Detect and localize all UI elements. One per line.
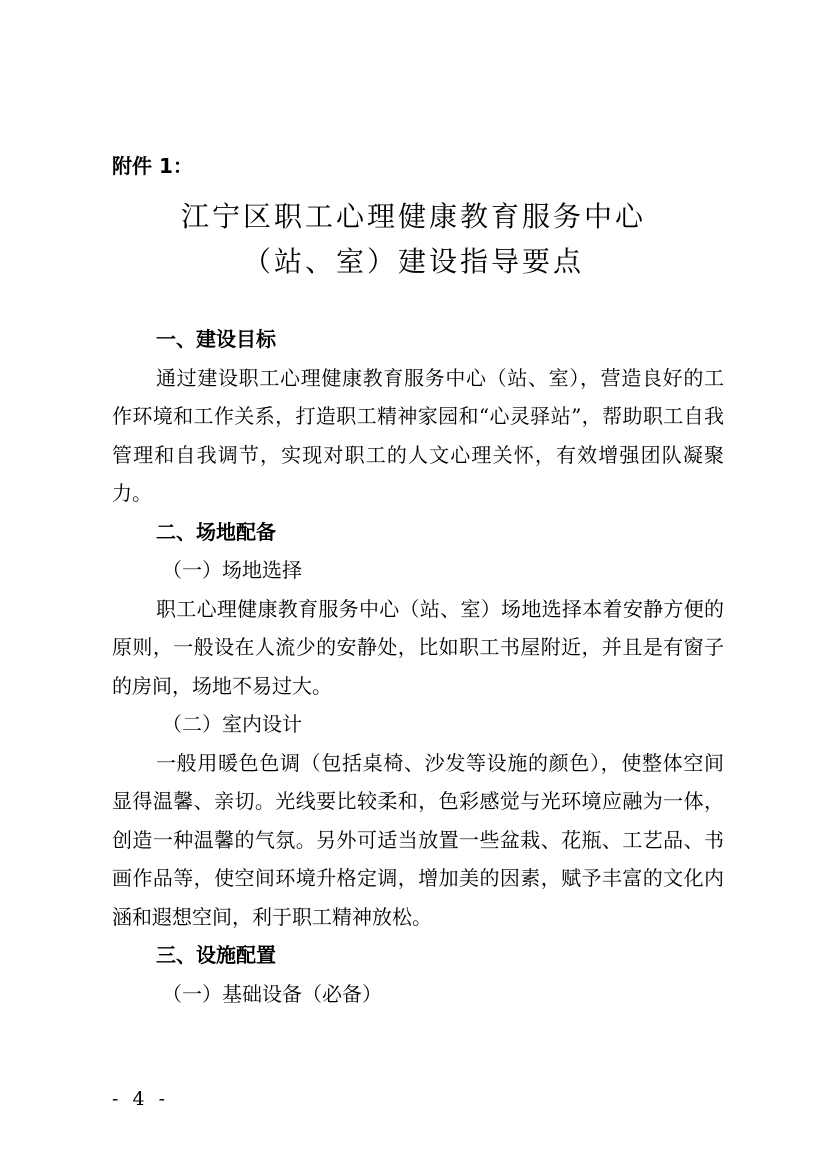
subheading-basic-equipment: （一）基础设备（必备）: [162, 981, 382, 1006]
paragraph-interior-design: 一般用暖色色调（包括桌椅、沙发等设施的颜色），使整体空间显得温馨、亲切。光线要比较柔和，色彩感觉与光环境应融为一体，创造一种温馨的气氛。另外可适当放置一些盆栽、花瓶、工艺品、书画作品等，使空间环境升格定调，增加美的因素，赋予丰富的文化内涵和遐想空间，利于职工精神放松。: [112, 750, 724, 929]
page-number: - 4 -: [112, 1088, 170, 1110]
section-heading-goals: 一、建设目标: [156, 327, 276, 351]
paragraph-goals: 通过建设职工心理健康教育服务中心（站、室），营造良好的工作环境和工作关系，打造职工精神家园和“心灵驿站”，帮助职工自我管理和自我调节，实现对职工的人文心理关怀，有效增强团队凝聚力。: [112, 365, 724, 505]
section-heading-venue: 二、场地配备: [156, 519, 276, 544]
subheading-venue-selection: （一）场地选择: [162, 558, 302, 582]
attachment-label: 附件 1：: [112, 154, 193, 178]
document-title-line-2: （站、室）建设指导要点: [242, 245, 584, 278]
section-heading-facilities: 三、设施配置: [156, 943, 276, 967]
document-title-line-1: 江宁区职工心理健康教育服务中心: [180, 200, 646, 233]
document-body: [112, 320, 724, 1013]
subheading-interior-design: （二）室内设计: [162, 712, 302, 736]
paragraph-venue-selection: 职工心理健康教育服务中心（站、室）场地选择本着安静方便的原则，一般设在人流少的安静处，比如职工书屋附近，并且是有窗子的房间，场地不易过大。: [112, 596, 724, 698]
